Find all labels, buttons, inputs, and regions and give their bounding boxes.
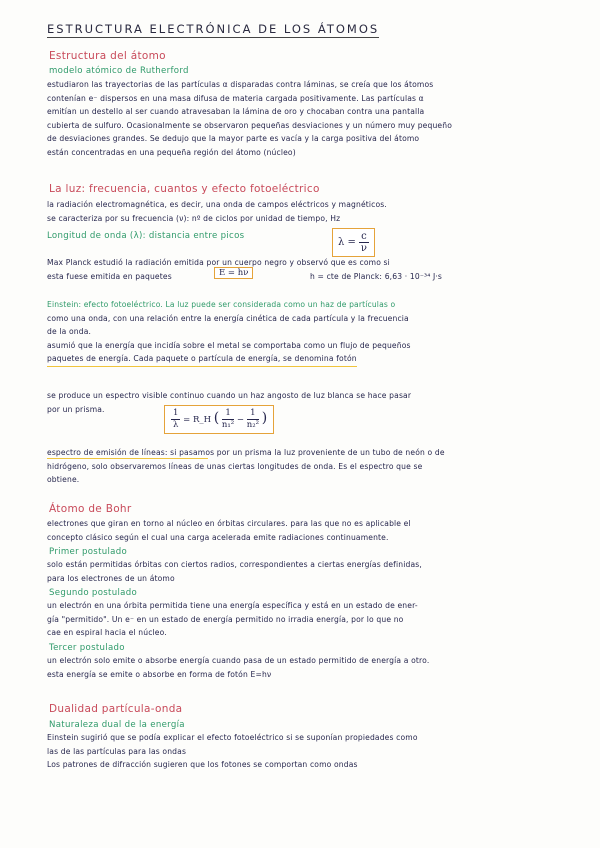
paragraph-radiacion: [47, 198, 387, 225]
text-line: un electrón en una órbita permitida tiene una energía específica y está en un estado de ener-: [47, 601, 418, 610]
paragraph-emision: [47, 446, 445, 487]
formula-lambda-lhs: λ =: [338, 237, 356, 248]
formula-lambda-fraction: [359, 231, 369, 254]
rydberg-b-fraction: [247, 408, 259, 431]
text-line: Einstein sugirió que se podía explicar el efecto fotoeléctrico si se suponían propiedades como: [47, 733, 418, 742]
text-line: contenían e⁻ dispersos en una masa difusa de materia cargada positivamente. Las partículas α: [47, 93, 424, 103]
text-line: obtiene.: [47, 475, 80, 485]
text-line: la radiación electromagnética, es decir, una onda de campos eléctricos y magnéticos.: [47, 200, 387, 209]
text-line: están concentradas en una pequeña región del átomo (núcleo): [47, 147, 296, 157]
text-line: se caracteriza por su frecuencia (ν): nº de ciclos por unidad de tiempo, Hz: [47, 213, 341, 223]
paragraph-bohr: [47, 517, 411, 544]
text-line: emitían un destello al ser cuando atravesaban la lámina de oro y chocaban contra una pantalla: [47, 107, 425, 117]
fraction-numerator: c: [361, 231, 367, 242]
text-line: Einstein: efecto fotoeléctrico. La luz puede ser considerada como un haz de partículas o: [47, 300, 396, 309]
text-line: por un prisma.: [47, 404, 105, 414]
text-line: de la onda.: [47, 327, 92, 337]
formula-lambda-box: [332, 228, 375, 257]
sub-segundo-postulado: Segundo postulado: [49, 588, 138, 598]
heading-bohr: Átomo de Bohr: [49, 503, 132, 515]
paragraph-dualidad: [47, 731, 418, 772]
fraction-numerator: 1: [222, 408, 234, 420]
text-line: espectro de emisión de líneas: si pasamos por un prisma la luz proveniente de un tubo de neón o de: [47, 448, 445, 457]
text-line: electrones que giran en torno al núcleo en órbitas circulares. para las que no es aplicable el: [47, 519, 411, 528]
sub-longitud: Longitud de onda (λ): distancia entre picos: [47, 231, 245, 241]
text-line: hidrógeno, solo observaremos líneas de unas ciertas longitudes de onda. Es el espectro que se: [47, 461, 423, 471]
text-line: se produce un espectro visible continuo cuando un haz angosto de luz blanca se hace pasar: [47, 391, 412, 400]
paren-close: ): [261, 410, 268, 426]
paragraph-tercer-postulado: [47, 654, 429, 681]
text-line: como una onda, con una relación entre la energía cinética de cada partícula y la frecuencia: [47, 313, 409, 323]
text-line: para los electrones de un átomo: [47, 573, 175, 583]
paragraph-rutherford: [47, 78, 452, 160]
paragraph-einstein: [47, 298, 411, 367]
text-line: un electrón solo emite o absorbe energía cuando pasa de un estado permitido de energía a otro.: [47, 656, 430, 665]
text-line: cae en espiral hacia el núcleo.: [47, 628, 167, 638]
heading-luz: La luz: frecuencia, cuantos y efecto fotoeléctrico: [49, 183, 320, 195]
text-line: esta fuese emitida en paquetes: [47, 271, 172, 281]
fraction-numerator: 1: [173, 408, 179, 418]
fraction-denominator: ν: [360, 243, 367, 254]
rydberg-a-fraction: [222, 408, 234, 431]
text-line: estudiaron las trayectorias de las partículas α disparadas contra láminas, se creía que los átomos: [47, 80, 434, 89]
heading-dualidad: Dualidad partícula-onda: [49, 703, 183, 715]
text-line: asumió que la energía que incidía sobre el metal se comportaba como un flujo de pequeños: [47, 340, 411, 350]
formula-rydberg-box: [164, 405, 274, 434]
sub-naturaleza-dual: Naturaleza dual de la energía: [49, 720, 185, 730]
fraction-denominator: λ: [173, 420, 179, 430]
page-title: ESTRUCTURA ELECTRÓNICA DE LOS ÁTOMOS: [47, 22, 380, 36]
text-line: esta energía se emite o absorbe en forma de fotón E=hν: [47, 669, 272, 679]
paragraph-primer-postulado: [47, 558, 422, 585]
minus-sign: −: [236, 415, 245, 425]
fraction-numerator: 1: [247, 408, 259, 420]
heading-estructura: Estructura del átomo: [49, 50, 166, 62]
text-line: solo están permitidas órbitas con ciertos radios, correspondientes a ciertas energías definidas,: [47, 560, 422, 569]
text-line: las de las partículas para las ondas: [47, 746, 187, 756]
sub-rutherford: modelo atómico de Rutherford: [49, 66, 189, 76]
highlight-underline: [47, 458, 208, 459]
text-line: cubierta de sulfuro. Ocasionalmente se observaron pequeñas desviaciones y un número muy pequeño: [47, 120, 453, 130]
text-line: gía "permitido". Un e⁻ en un estado de energía permitido no irradia energía, por lo que no: [47, 614, 404, 624]
text-line: concepto clásico según el cual una carga acelerada emite radiaciones continuamente.: [47, 532, 389, 542]
text-line: Los patrones de difracción sugieren que los fotones se comportan como ondas: [47, 760, 358, 770]
paren-open: (: [213, 410, 220, 426]
sub-primer-postulado: Primer postulado: [49, 547, 128, 557]
text-line: Max Planck estudió la radiación emitida por un cuerpo negro y observó que es como si: [47, 258, 390, 267]
sub-tercer-postulado: Tercer postulado: [49, 643, 125, 653]
paragraph-segundo-postulado: [47, 599, 418, 640]
text-line: de desviaciones grandes. Se dedujo que la mayor parte es vacía y la carga positiva del átomo: [47, 134, 420, 144]
fraction-denominator: n₁²: [221, 420, 235, 430]
rydberg-lhs-fraction: [171, 408, 180, 431]
formula-energy-box: E = hν: [214, 267, 253, 279]
rydberg-constant: = R_H: [183, 415, 212, 425]
planck-constant: h = cte de Planck: 6,63 · 10⁻³⁴ J·s: [310, 272, 443, 281]
fraction-denominator: n₂²: [246, 420, 260, 430]
text-line: paquetes de energía. Cada paquete o partícula de energía, se denomina fotón: [47, 352, 357, 367]
